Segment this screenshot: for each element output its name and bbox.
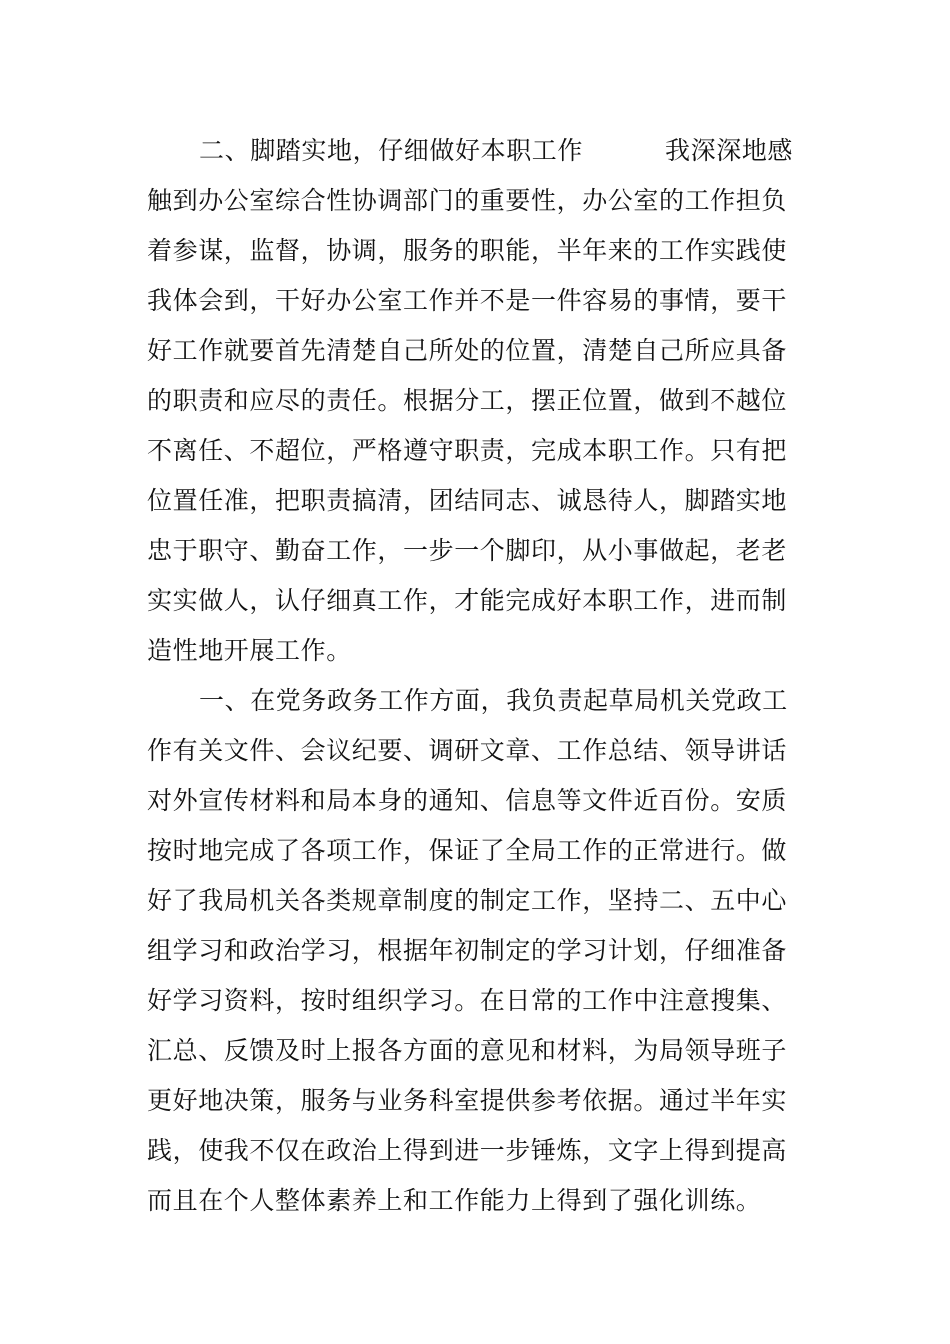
text-line: 更好地决策，服务与业务科室提供参考依据。通过半年实: [147, 1086, 788, 1115]
text-line: 位置任准，把职责搞清，团结同志、诚恳待人，脚踏实地: [147, 486, 788, 515]
text-line: 践，使我不仅在政治上得到进一步锤炼，文字上得到提高: [147, 1136, 788, 1165]
text-line: 触到办公室综合性协调部门的重要性，办公室的工作担负: [147, 186, 788, 215]
text-line: 作有关文件、会议纪要、调研文章、工作总结、领导讲话: [147, 736, 788, 765]
text-line: 造性地开展工作。: [147, 636, 352, 665]
body-text: [147, 126, 811, 1226]
text-line: 着参谋，监督，协调，服务的职能，半年来的工作实践使: [147, 236, 788, 265]
text-line: 好了我局机关各类规章制度的制定工作，坚持二、五中心: [147, 886, 788, 915]
paragraph-1-lead: 我深深地感: [665, 136, 794, 165]
paragraph-1-first-line: [147, 126, 811, 176]
text-line: 汇总、反馈及时上报各方面的意见和材料，为局领导班子: [147, 1036, 788, 1065]
text-line: 的职责和应尽的责任。根据分工，摆正位置，做到不越位: [147, 386, 788, 415]
text-line: 不离任、不超位，严格遵守职责，完成本职工作。只有把: [147, 436, 788, 465]
text-line: 忠于职守、勤奋工作，一步一个脚印，从小事做起，老老: [147, 536, 788, 565]
text-line: 我体会到，干好办公室工作并不是一件容易的事情，要干: [147, 286, 788, 315]
text-line: 组学习和政治学习，根据年初制定的学习计划，仔细准备: [147, 936, 788, 965]
section-heading: 二、脚踏实地，仔细做好本职工作: [199, 136, 584, 165]
paragraph-2-first-line: 一、在党务政务工作方面，我负责起草局机关党政工: [199, 686, 788, 715]
text-line: 实实做人，认仔细真工作，才能完成好本职工作，进而制: [147, 586, 788, 615]
text-line: 好学习资料，按时组织学习。在日常的工作中注意搜集、: [147, 986, 788, 1015]
text-line: 而且在个人整体素养上和工作能力上得到了强化训练。: [147, 1186, 762, 1215]
text-line: 按时地完成了各项工作，保证了全局工作的正常进行。做: [147, 836, 788, 865]
text-line: 好工作就要首先清楚自己所处的位置，清楚自己所应具备: [147, 336, 788, 365]
text-line: 对外宣传材料和局本身的通知、信息等文件近百份。安质: [147, 786, 788, 815]
